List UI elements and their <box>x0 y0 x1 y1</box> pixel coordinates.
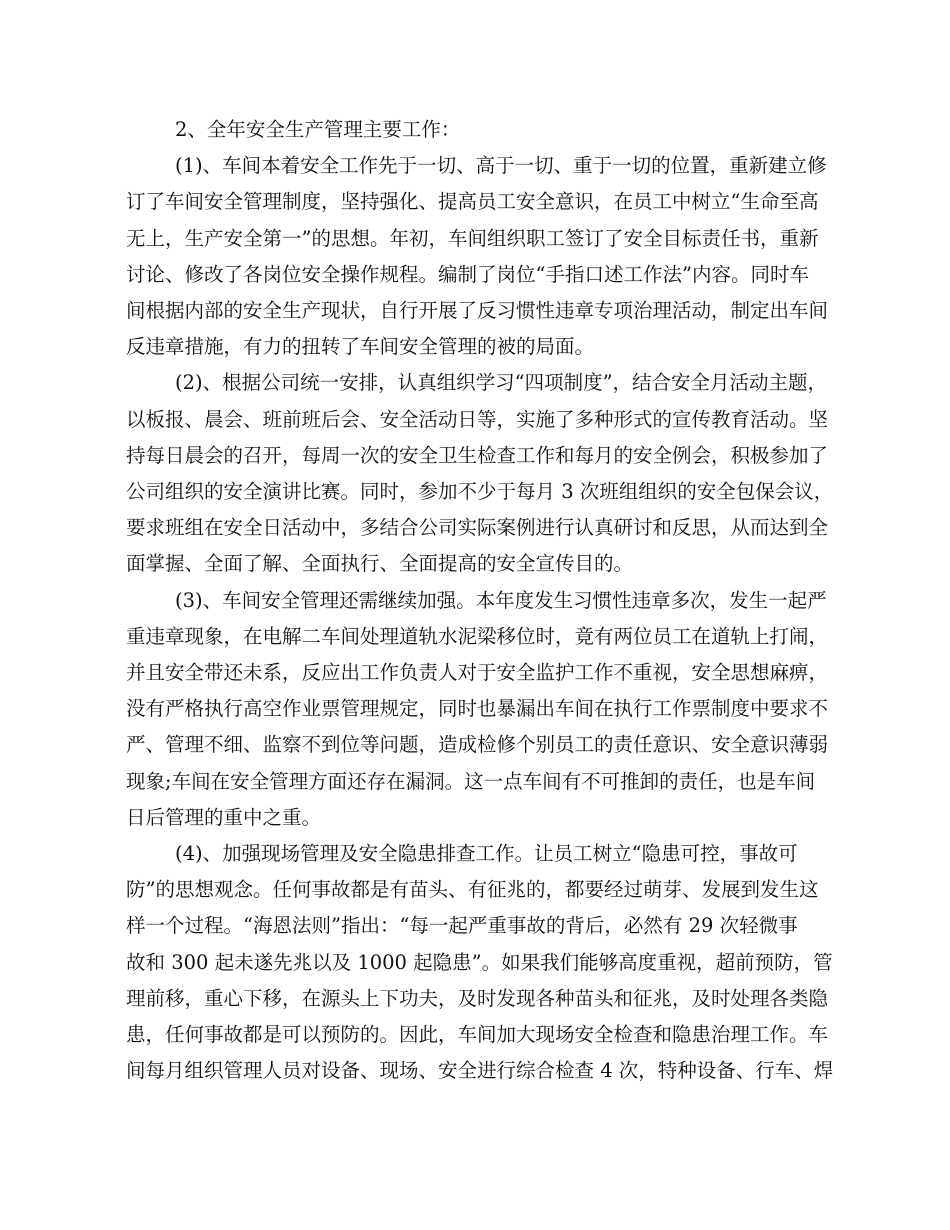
text-line: 样一个过程。“海恩法则”指出：“每一起严重事故的背后，必然有 29 次轻微事 <box>126 914 798 938</box>
text-line: 日后管理的重中之重。 <box>126 805 322 829</box>
text-line: (1)、车间本着安全工作先于一切、高于一切、重于一切的位置，重新建立修 <box>175 154 827 178</box>
text-line: 重违章现象，在电解二车间处理道轨水泥梁移位时，竟有两位员工在道轨上打闹， <box>126 624 829 648</box>
text-line: (4)、加强现场管理及安全隐患排查工作。让员工树立“隐患可控，事故可 <box>175 842 798 866</box>
text-line: 并且安全带还未系，反应出工作负责人对于安全监护工作不重视，安全思想麻痹， <box>126 661 829 685</box>
text-line: 严、管理不细、监察不到位等问题，造成检修个别员工的责任意识、安全意识薄弱 <box>126 733 829 757</box>
paragraph-1 <box>126 148 829 365</box>
text-line: 理前移，重心下移，在源头上下功夫，及时发现各种苗头和征兆，及时处理各类隐 <box>126 986 829 1010</box>
paragraph-4 <box>126 836 834 1089</box>
text-line: 间每月组织管理人员对设备、现场、安全进行综合检查 4 次，特种设备、行车、焊 <box>126 1059 834 1083</box>
text-line: 患，任何事故都是可以预防的。因此，车间加大现场安全检查和隐患治理工作。车 <box>126 1023 829 1047</box>
paragraph-2 <box>126 365 834 582</box>
text-line: 面掌握、全面了解、全面执行、全面提高的安全宣传目的。 <box>126 552 634 576</box>
paragraph-3 <box>126 583 829 836</box>
text-line: 现象;车间在安全管理方面还存在漏洞。这一点车间有不可推卸的责任，也是车间 <box>126 769 816 793</box>
document-body <box>126 112 834 1089</box>
section-heading: 2、全年安全生产管理主要工作： <box>175 118 461 141</box>
text-line: 以板报、晨会、班前班后会、安全活动日等，实施了多种形式的宣传教育活动。坚 <box>126 407 829 431</box>
text-line: 间根据内部的安全生产现状，自行开展了反习惯性违章专项治理活动，制定出车间 <box>126 299 829 323</box>
text-line: 持每日晨会的召开，每周一次的安全卫生检查工作和每月的安全例会，积极参加了 <box>126 443 829 467</box>
text-line: 没有严格执行高空作业票管理规定，同时也暴漏出车间在执行工作票制度中要求不 <box>126 697 829 721</box>
text-line: 订了车间安全管理制度，坚持强化、提高员工安全意识，在员工中树立“生命至高 <box>126 190 819 214</box>
text-line: 故和 300 起未遂先兆以及 1000 起隐患”。如果我们能够高度重视，超前预防，管 <box>126 950 833 974</box>
text-line: (3)、车间安全管理还需继续加强。本年度发生习惯性违章多次，发生一起严 <box>175 588 827 612</box>
text-line: 公司组织的安全演讲比赛。同时，参加不少于每月 3 次班组组织的安全包保会议， <box>126 480 834 504</box>
text-line: 反违章措施，有力的扭转了车间安全管理的被的局面。 <box>126 335 595 359</box>
text-line: 要求班组在安全日活动中，多结合公司实际案例进行认真研讨和反思，从而达到全 <box>126 516 829 540</box>
text-line: (2)、根据公司统一安排，认真组织学习“四项制度”，结合安全月活动主题， <box>175 371 828 395</box>
text-line: 防”的思想观念。任何事故都是有苗头、有征兆的，都要经过萌芽、发展到发生这 <box>126 878 819 902</box>
text-line: 讨论、修改了各岗位安全操作规程。编制了岗位“手指口述工作法”内容。同时车 <box>126 262 809 286</box>
text-line: 无上，生产安全第一”的思想。年初，车间组织职工签订了安全目标责任书，重新 <box>126 226 819 250</box>
